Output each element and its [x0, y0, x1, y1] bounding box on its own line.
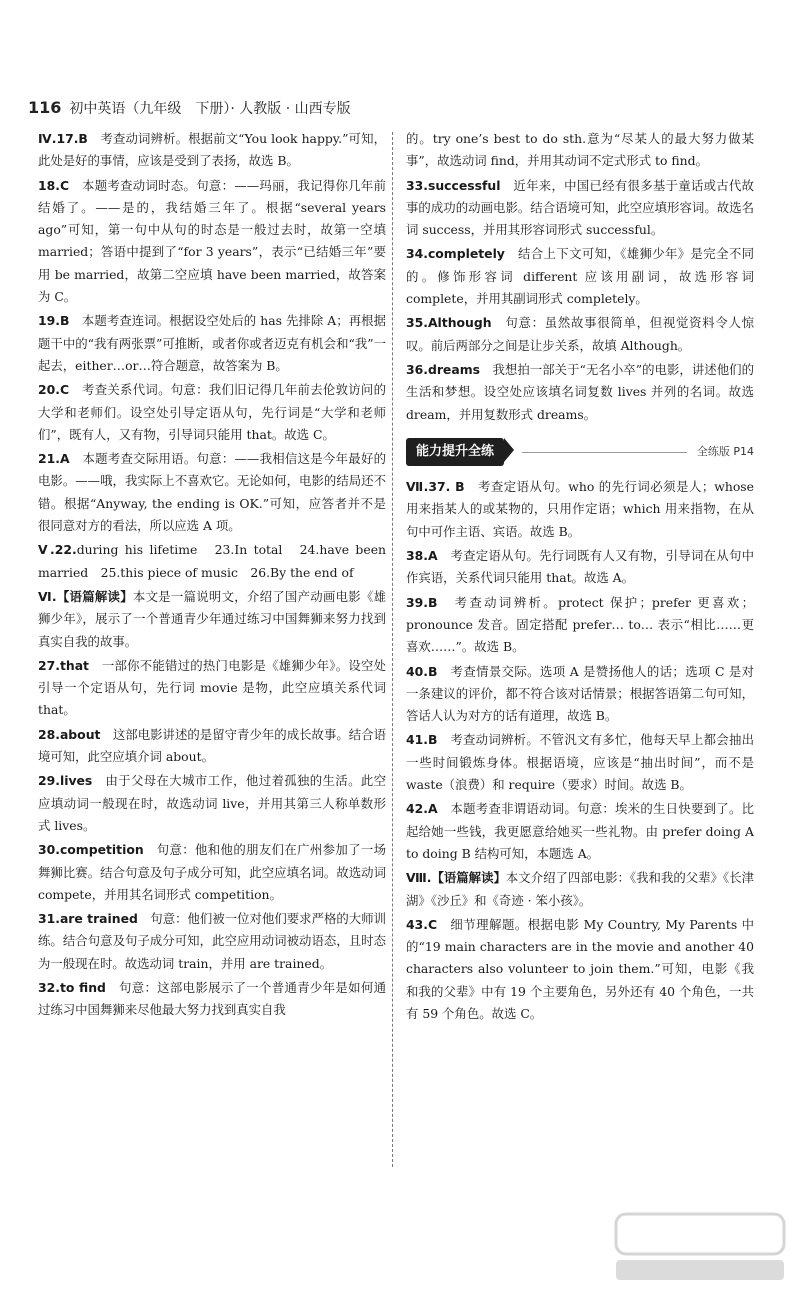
answer-entry: 39.B 考查动词辨析。protect 保护；prefer 更喜欢；pronounce 发音。固定搭配 prefer… to… 表示“相比……更喜欢……”。故选 B。 [406, 594, 754, 655]
answer-entry: 18.C 本题考查动词时态。句意：——玛丽，我记得你几年前结婚了。——是的，我结婚三年了。根据“several years ago”可知，第一句中从句的时态是一般过去时，故第一空填 married；答语中提到了“for 3 years”，表示“已结婚三年”要用 be married，故第二空应填 have been married，故答案为 C。 [38, 177, 386, 305]
answer-entry: Ⅴ.22.during his lifetime 23.In total 24.have been married 25.this piece of music 26.By the end of [38, 542, 387, 580]
answer-entry: 38.A 考查定语从句。先行词既有人又有物，引导词在从句中作宾语，关系代词只能用 that。故选 A。 [406, 548, 754, 586]
banner-rule [522, 452, 687, 453]
answer-entry: 32.to find 句意：这部电影展示了一个普通青少年是如何通过练习中国舞狮来尽他最大努力找到真实自我 [38, 979, 387, 1018]
answer-entry: 42.A 本题考查非谓语动词。句意：埃米的生日快要到了。比起给她一些钱，我更愿意给她买一些礼物。由 prefer doing A to doing B 结构可知，本题选 A。 [406, 801, 754, 861]
passage-summary: Ⅵ.【语篇解读】本文是一篇说明文，介绍了国产动画电影《雄狮少年》，展示了一个普通青少年通过练习中国舞狮来努力找到真实自我的故事。 [38, 588, 387, 649]
answer-entry: 36.dreams 我想拍一部关于“无名小卒”的电影，讲述他们的生活和梦想。设空处应该填名词复数 lives 并列的名词。故选 dream，并用复数形式 dreams。 [406, 361, 754, 422]
answer-entry: 19.B 本题考查连词。根据设空处后的 has 先排除 A；再根据题干中的“我有两张票”可推断，或者你或者迈克有机会和“我”一起去，either…or…符合题意，故答案为 B。 [38, 313, 386, 373]
right-column [406, 128, 754, 1027]
column-divider [392, 132, 393, 1167]
answer-entry: 31.are trained 句意：他们被一位对他们要求严格的大师训练。结合句意及句子成分可知，此空应用动词被动语态，且时态为一般现在时。故选动词 train，并用 are trained。 [38, 911, 386, 971]
answer-entry: Ⅶ.37. B 考查定语从句。who 的先行词必须是人；whose 用来指某人的或某物的，只用作定语；which 用来指物，在从句中可作主语、宾语。故选 B。 [406, 479, 754, 539]
passage-summary: Ⅷ.【语篇解读】本文介绍了四部电影：《我和我的父辈》《长津湖》《沙丘》和《奇迹 · 笨小孩》。 [406, 870, 754, 908]
answer-entry: 40.B 考查情景交际。选项 A 是赞扬他人的话；选项 C 是对一条建议的评价，都不符合该对话情景；根据答语第二句可知，答话人认为对方的话有道理，故选 B。 [406, 663, 754, 724]
answer-entry: 41.B 考查动词辨析。不管汎文有多忙，他每天早上都会抽出一些时间锻炼身体。根据语境，应该是“抽出时间”，而不是 waste（浪费）和 require（要求）时间。故选 B。 [406, 732, 754, 793]
answer-entry: 的。try one’s best to do sth.意为“尽某人的最大努力做某事”，故选动词 find，并用其动词不定式形式 to find。 [406, 131, 754, 169]
answer-entry: 34.completely 结合上下文可知，《雄狮少年》是完全不同的。修饰形容词 different 应该用副词，故选形容词 complete，并用其副词形式 completely。 [406, 246, 754, 307]
answer-entry: 21.A 本题考查交际用语。句意：——我相信这是今年最好的电影。——哦，我实际上不喜欢它。无论如何，电影的结局还不错。根据“Anyway, the ending is OK.”可知，应答者并不是很同意对方的看法，所以应选 A 项。 [38, 451, 386, 534]
left-column [38, 128, 386, 1024]
answer-entry: 27.that 一部你不能错过的热门电影是《雄狮少年》。设空处引导一个定语从句，先行词 movie 是物，此空应填关系代词 that。 [38, 657, 386, 718]
watermark-logo-icon [610, 1206, 790, 1286]
book-title: 初中英语（九年级 下册）· 人教版 · 山西专版 [69, 101, 351, 117]
page-number: 116 [28, 98, 62, 117]
answer-entry: 29.lives 由于父母在大城市工作，他过着孤独的生活。此空应填动词一般现在时，故选动词 live，并用其第三人称单数形式 lives。 [38, 773, 386, 833]
page-header [28, 98, 772, 124]
section-banner [406, 438, 754, 466]
section-label: 能力提升全练 [406, 438, 504, 466]
answer-entry: 33.successful 近年来，中国已经有很多基于童话或古代故事的成功的动画电影。结合语境可知，此空应填形容词。故选名词 success，并用其形容词形式 successful。 [406, 177, 754, 238]
section-reference: 全练版 P14 [696, 444, 754, 458]
watermark-logo [610, 1206, 790, 1286]
answer-entry: 20.C 考查关系代词。句意：我们旧记得几年前去伦敦访问的大学和老师们。设空处引导定语从句，先行词是“大学和老师们”，既有人，又有物，引导词只能用 that。故选 C。 [38, 382, 386, 442]
answer-entry: Ⅳ.17.B 考查动词辨析。根据前文“You look happy.”可知，此处是好的事情，应该是受到了表扬，故选 B。 [38, 131, 386, 169]
answer-entry: 43.C 细节理解题。根据电影 My Country, My Parents 中的“19 main characters are in the movie and another 40 characters also volunteer to join them.”可知，电影《我和我的父辈》中有 19 个主要角色，另外还有 40 个角色，一共有 59 个角色。故选 C。 [406, 916, 754, 1021]
answer-entry: 35.Although 句意：虽然故事很简单，但视觉资料令人惊叹。前后两部分之间是让步关系，故填 Although。 [406, 315, 754, 353]
answer-entry: 28.about 这部电影讲述的是留守青少年的成长故事。结合语境可知，此空应填介词 about。 [38, 726, 386, 765]
answer-entry: 30.competition 句意：他和他的朋友们在广州参加了一场舞狮比赛。结合句意及句子成分可知，此空应填名词。故选动词 compete，并用其名词形式 competition。 [38, 842, 386, 902]
